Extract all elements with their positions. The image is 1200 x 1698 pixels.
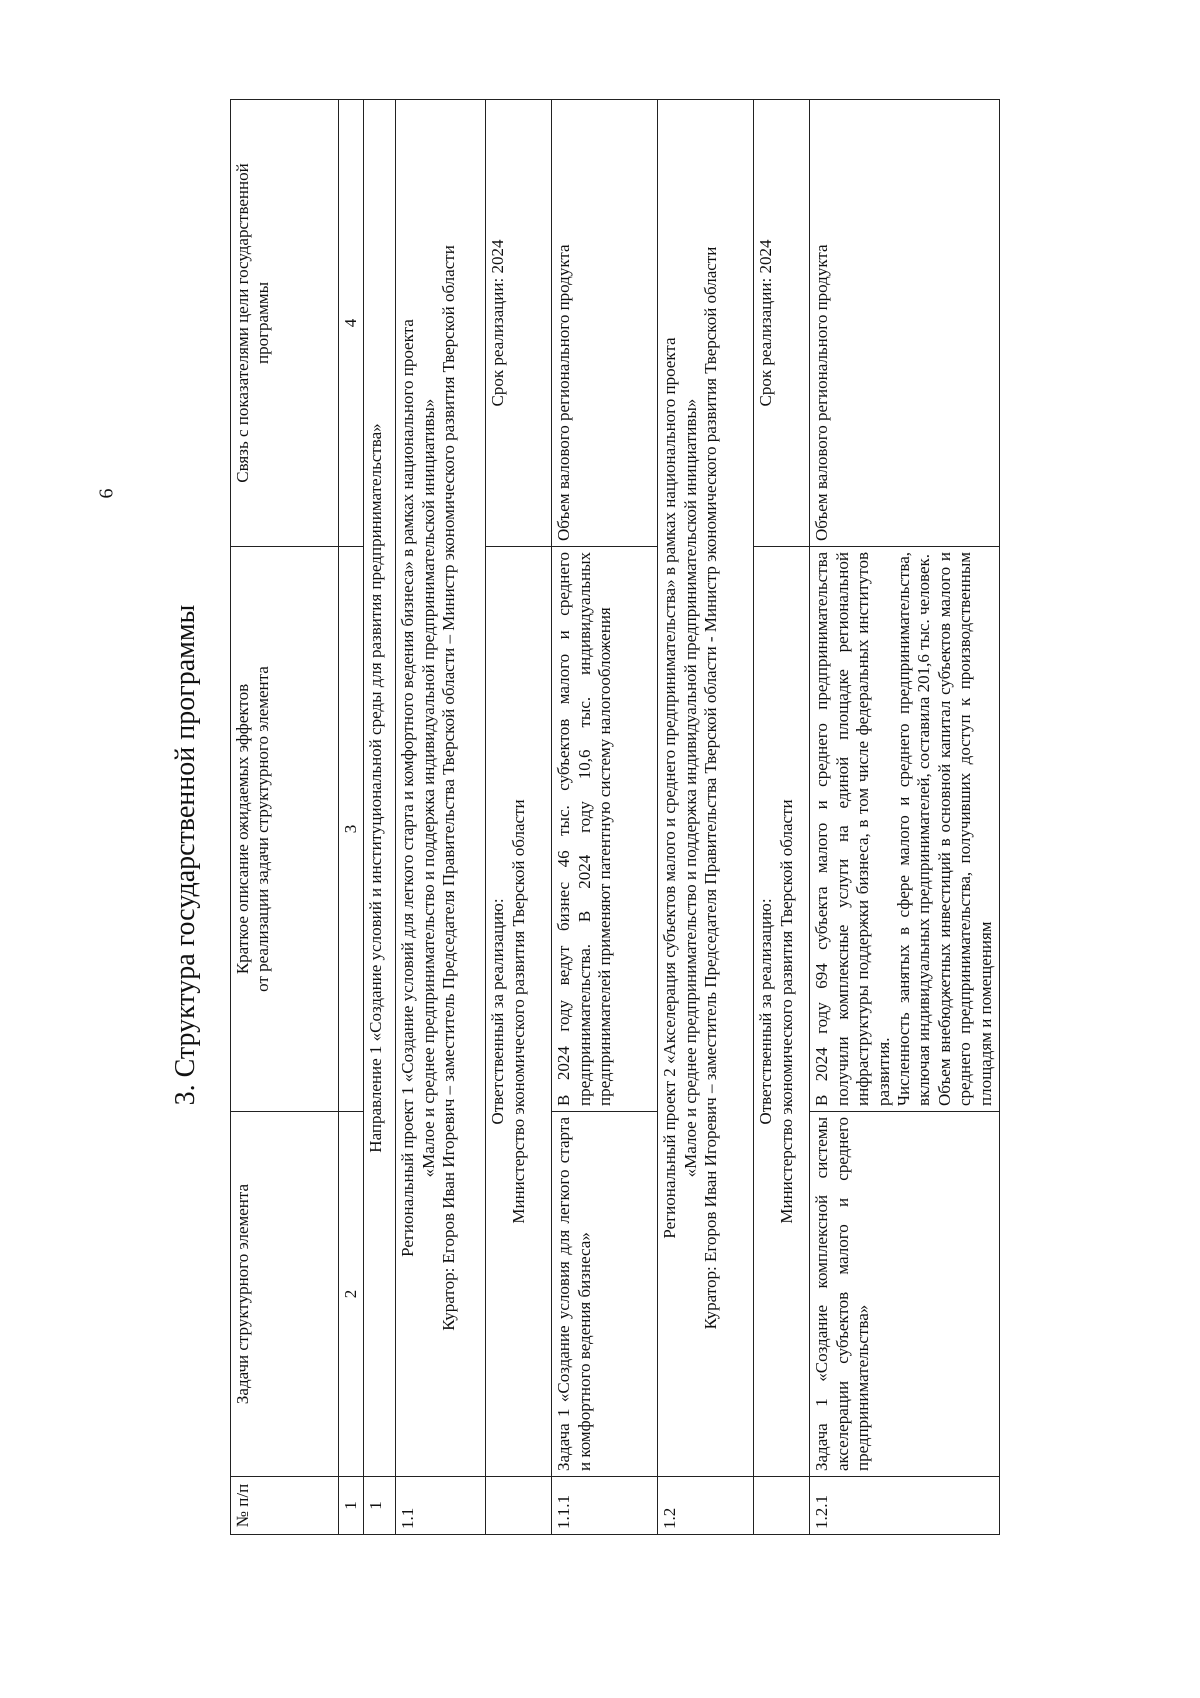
rotated-page xyxy=(0,70,1200,1640)
numbering-cell-2: 2 xyxy=(339,1112,364,1477)
project-2-description xyxy=(658,100,754,1477)
direction-title: Направление 1 «Создание условий и институциональной среды для развития предпринимательства» xyxy=(364,100,396,1477)
page-title: 3. Структура государственной программы xyxy=(170,604,201,1106)
header-tasks: Задачи структурного элемента xyxy=(231,1112,339,1477)
empty-cell xyxy=(486,1477,552,1535)
header-indicators-line2: программы xyxy=(253,281,273,365)
structure-table xyxy=(230,99,1000,1535)
task-1-2-1-row xyxy=(810,100,1000,1535)
project-2-national-project: «Малое и среднее предпринимательство и поддержка индивидуальной предпринимательской инициативы» xyxy=(680,398,700,1178)
project-2-responsible xyxy=(754,547,810,1477)
header-effects-line1: Краткое описание ожидаемых эффектов xyxy=(233,683,252,975)
project-1-responsible-row xyxy=(486,100,552,1535)
project-1-curator: Куратор: Егоров Иван Игоревич – заместитель Председателя Правительства Тверской области – Министр экономического развития Тверской области xyxy=(439,245,459,1331)
header-indicators-line1: Связь с показателями цели государственной xyxy=(233,163,252,483)
numbering-row xyxy=(339,100,364,1535)
task-1-2-1-effect-paragraph-2: Численность занятых в сфере малого и среднего предпринимательства, включая индивидуальных предпринимателей, составила 201,6 тыс. человек. xyxy=(893,552,934,1106)
project-1-row xyxy=(396,100,486,1535)
project-2-responsible-row xyxy=(754,100,810,1535)
task-1-2-1-indicator: Объем валового регионального продукта xyxy=(810,100,1000,547)
project-2-title: Региональный проект 2 «Акселерация субъектов малого и среднего предпринимательства» в рамках национального проекта xyxy=(660,337,680,1239)
header-effects-line2: от реализации задачи структурного элемента xyxy=(253,666,273,992)
project-2-number: 1.2 xyxy=(658,1477,754,1535)
task-1-2-1-effect-paragraph-1: В 2024 году 694 субъекта малого и среднего предпринимательства получили комплексные услуги на единой площадке региональной инфраструктуры поддержки бизнеса, в том числе федеральных институтов развития. xyxy=(812,552,893,1106)
header-indicators xyxy=(231,100,339,547)
project-1-responsible-label: Ответственный за реализацию: xyxy=(488,898,508,1125)
task-1-2-1-number: 1.2.1 xyxy=(810,1477,1000,1535)
task-1-1-1-name: Задача 1 «Создание условия для легкого старта и комфортного ведения бизнеса» xyxy=(552,1112,658,1477)
task-1-1-1-effect: В 2024 году ведут бизнес 46 тыс. субъектов малого и среднего предпринимательства. В 2024 году 10,6 тыс. индивидуальных предпринимателей применяют патентную систему налогообложения xyxy=(552,547,658,1112)
project-2-curator: Куратор: Егоров Иван Игоревич – заместитель Председателя Правительства Тверской области - Министр экономического развития Тверской области xyxy=(701,246,721,1330)
direction-row xyxy=(364,100,396,1535)
project-2-responsible-org: Министерство экономического развития Тверской области xyxy=(776,799,796,1224)
task-1-1-1-number: 1.1.1 xyxy=(552,1477,658,1535)
project-1-description xyxy=(396,100,486,1477)
direction-number: 1 xyxy=(364,1477,396,1535)
project-2-term: Срок реализации: 2024 xyxy=(754,100,810,547)
task-1-2-1-name: Задача 1 «Создание комплексной системы акселерации субъектов малого и среднего предпринимательства» xyxy=(810,1112,1000,1477)
empty-cell xyxy=(754,1477,810,1535)
numbering-cell-1: 1 xyxy=(339,1477,364,1535)
header-effects xyxy=(231,547,339,1112)
page-number: 6 xyxy=(95,488,118,499)
task-1-2-1-effect-paragraph-3: Объем внебюджетных инвестиций в основной капитал субъектов малого и среднего предпринимательства, получивших доступ к производственным площадям и помещениям xyxy=(934,552,995,1106)
table-header-row xyxy=(231,100,339,1535)
project-1-number: 1.1 xyxy=(396,1477,486,1535)
project-1-term: Срок реализации: 2024 xyxy=(486,100,552,547)
task-1-2-1-effect xyxy=(810,547,1000,1112)
project-1-responsible-org: Министерство экономического развития Тверской области xyxy=(508,799,528,1224)
task-1-1-1-indicator: Объем валового регионального продукта xyxy=(552,100,658,547)
numbering-cell-4: 4 xyxy=(339,100,364,547)
task-1-1-1-row xyxy=(552,100,658,1535)
numbering-cell-3: 3 xyxy=(339,547,364,1112)
project-2-row xyxy=(658,100,754,1535)
project-1-national-project: «Малое и среднее предпринимательство и поддержка индивидуальной предпринимательской инициативы» xyxy=(418,398,438,1178)
project-2-responsible-label: Ответственный за реализацию: xyxy=(756,898,776,1125)
header-number: № п/п xyxy=(231,1477,339,1535)
project-1-responsible xyxy=(486,547,552,1477)
project-1-title: Региональный проект 1 «Создание условий для легкого старта и комфортного ведения бизнеса» в рамках национального проекта xyxy=(398,319,418,1257)
